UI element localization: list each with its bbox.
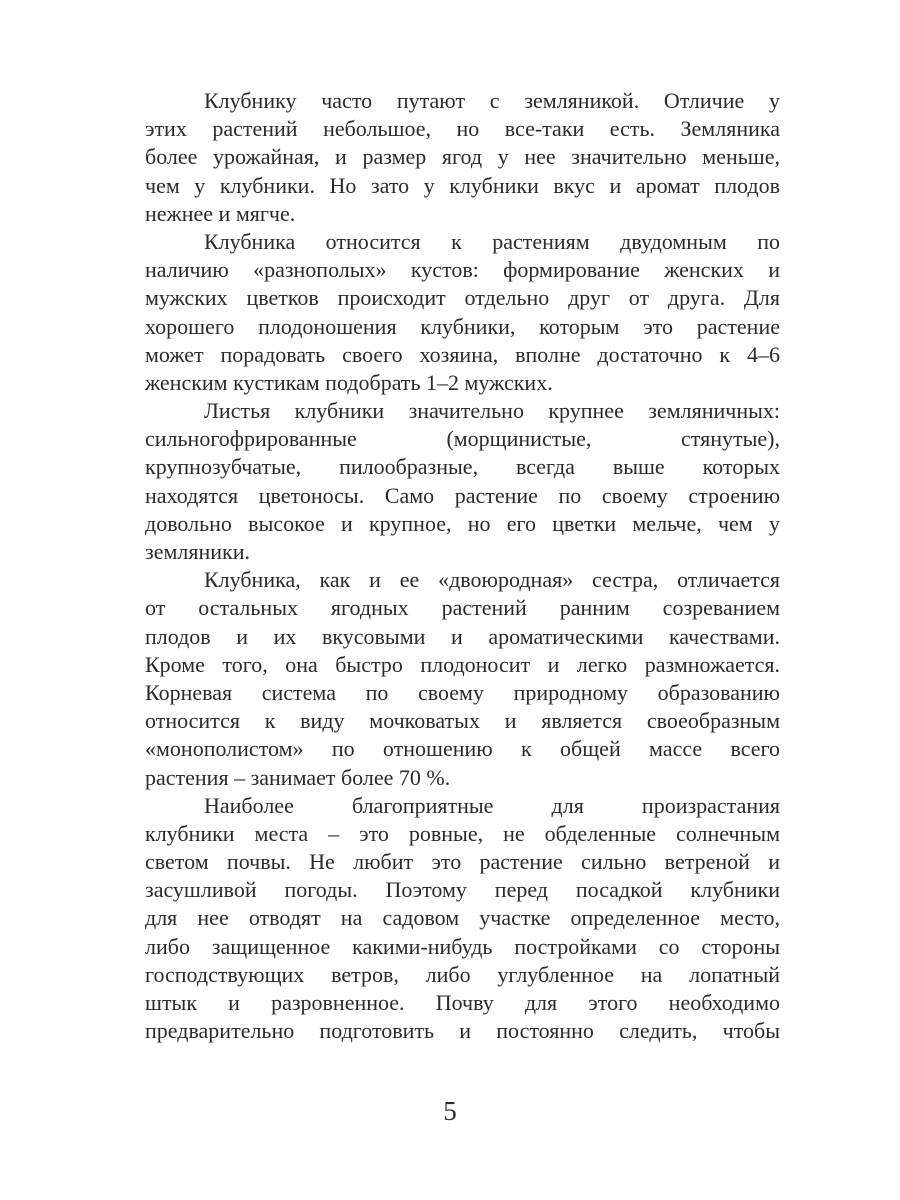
text-line: Наиболее благоприятные для произрастания bbox=[204, 792, 780, 818]
text-line: Клубника относится к растениям двудомным по bbox=[204, 228, 780, 254]
paragraph bbox=[145, 792, 780, 1046]
paragraph bbox=[145, 87, 780, 228]
text-line: женским кустикам подобрать 1–2 мужских. bbox=[145, 369, 553, 395]
text-line: довольно высокое и крупное, но его цветки мельче, чем у bbox=[145, 510, 780, 536]
text-line: этих растений небольшое, но все-таки есть. Земляника bbox=[145, 116, 780, 142]
text-line: предварительно подготовить и постоянно следить, чтобы bbox=[145, 1018, 780, 1044]
text-line: крупнозубчатые, пилообразные, всегда выше которых bbox=[145, 454, 780, 480]
paragraph bbox=[145, 228, 780, 397]
body-text bbox=[145, 87, 780, 1045]
paragraph bbox=[145, 566, 780, 792]
text-line: господствующих ветров, либо углубленное на лопатный bbox=[145, 961, 780, 987]
text-line: либо защищенное какими-нибудь постройками со стороны bbox=[145, 933, 780, 959]
text-line: от остальных ягодных растений ранним созреванием bbox=[145, 595, 780, 621]
text-line: плодов и их вкусовыми и ароматическими качествами. bbox=[145, 623, 780, 649]
text-line: Клубнику часто путают с земляникой. Отличие у bbox=[204, 88, 780, 113]
text-line: нежнее и мягче. bbox=[145, 200, 296, 226]
paragraph bbox=[145, 397, 780, 566]
text-line: Клубника, как и ее «двоюродная» сестра, отличается bbox=[204, 567, 780, 593]
text-line: находятся цветоносы. Само растение по своему строению bbox=[145, 482, 780, 508]
text-line: может порадовать своего хозяина, вполне достаточно к 4–6 bbox=[145, 341, 780, 367]
text-line: более урожайная, и размер ягод у нее значительно меньше, bbox=[145, 144, 780, 170]
text-line: относится к виду мочковатых и является своеобразным bbox=[145, 708, 780, 734]
text-line: Корневая система по своему природному образованию bbox=[145, 679, 780, 705]
text-line: земляники. bbox=[145, 539, 250, 564]
text-line: наличию «разнополых» кустов: формирование женских и bbox=[145, 257, 780, 283]
text-line: растения – занимает более 70 %. bbox=[145, 764, 451, 790]
text-line: штык и разровненное. Почву для этого необходимо bbox=[145, 990, 780, 1015]
text-line: чем у клубники. Но зато у клубники вкус и аромат плодов bbox=[145, 172, 780, 198]
page-number: 5 bbox=[443, 1096, 457, 1126]
text-line: клубники места – это ровные, не обделенные солнечным bbox=[145, 820, 780, 846]
text-line: сильногофрированные (морщинистые, стянутые), bbox=[145, 426, 780, 452]
text-line: Кроме того, она быстро плодоносит и легко размножается. bbox=[145, 651, 780, 677]
text-line: «монополистом» по отношению к общей массе всего bbox=[145, 736, 780, 762]
text-line: светом почвы. Не любит это растение сильно ветреной и bbox=[145, 849, 780, 875]
text-line: хорошего плодоношения клубники, которым это растение bbox=[145, 313, 780, 339]
text-line: мужских цветков происходит отдельно друг от друга. Для bbox=[145, 285, 780, 311]
text-line: Листья клубники значительно крупнее земляничных: bbox=[204, 398, 780, 424]
text-line: засушливой погоды. Поэтому перед посадкой клубники bbox=[145, 877, 780, 903]
text-line: для нее отводят на садовом участке определенное место, bbox=[145, 905, 780, 931]
